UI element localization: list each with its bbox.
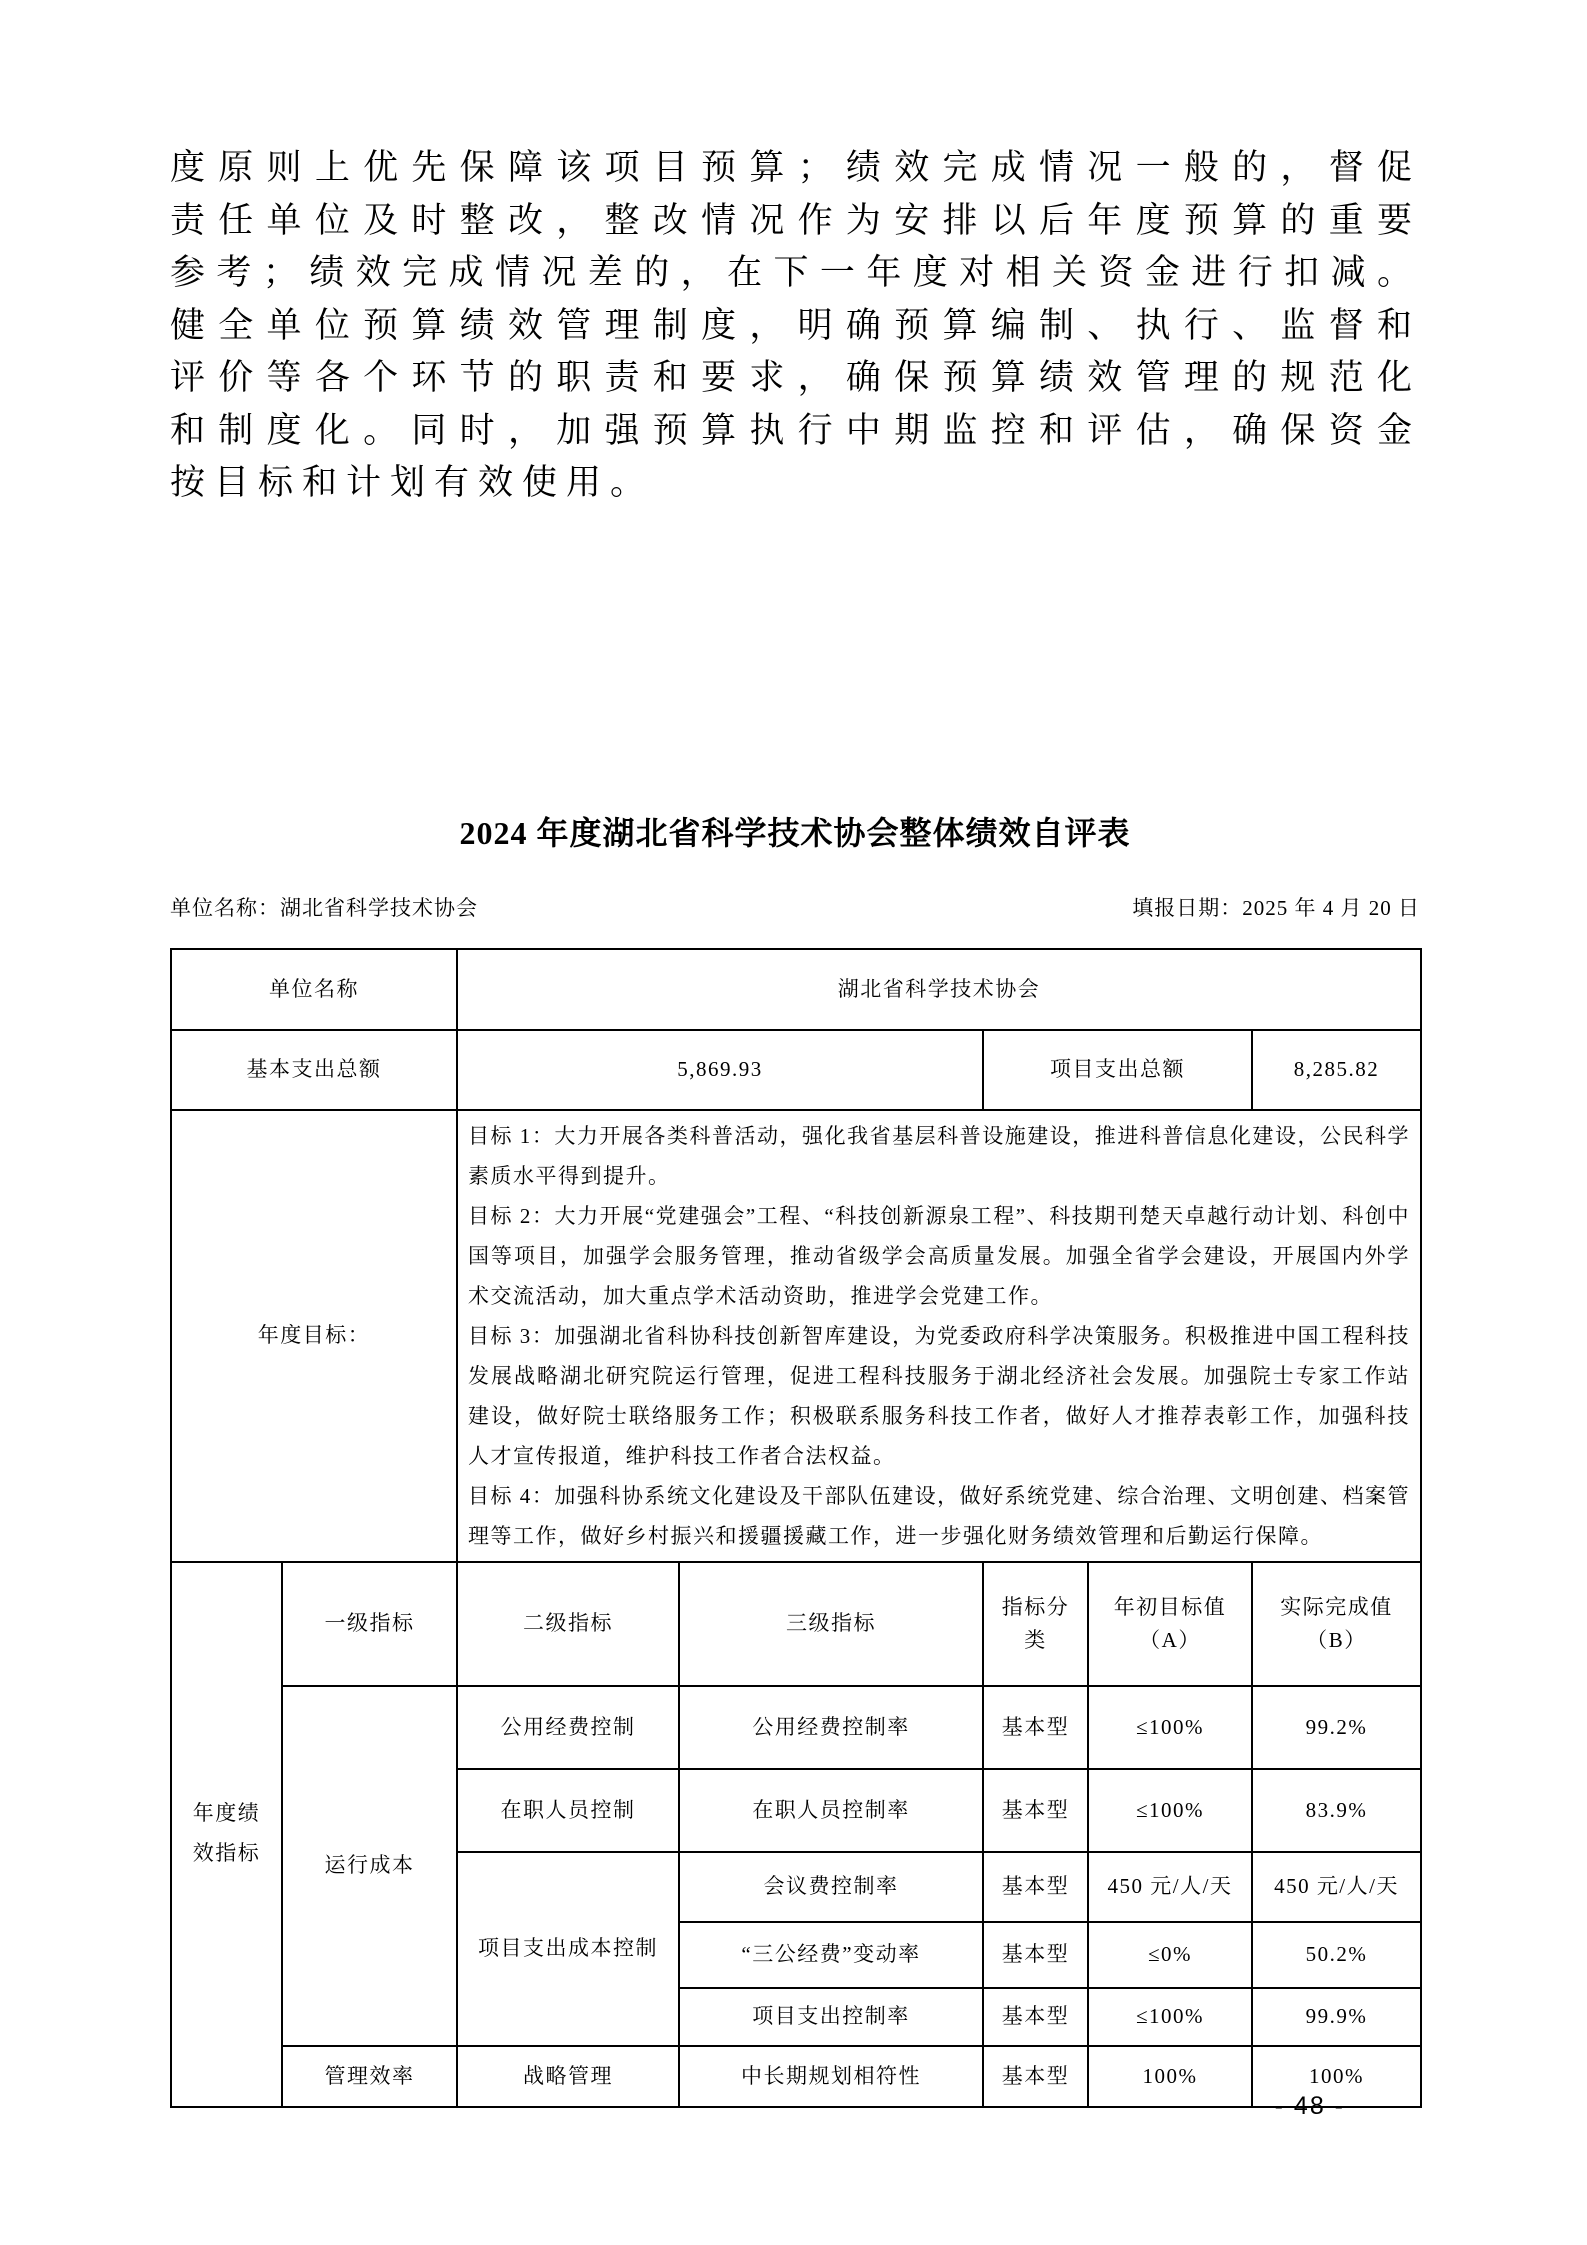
intro-line-2: 责任单位及时整改，整改情况作为安排以后年度预算的重要 [170,200,1420,240]
basic-expense-label-cell: 基本支出总额 [171,1030,457,1110]
table-row [171,949,1421,1030]
indicator-row [171,2046,1421,2107]
intro-line-7: 按目标和计划有效使用。 [170,463,655,502]
level3-cell: “三公经费”变动率 [679,1922,983,1988]
page-number: - 48 - [1274,2092,1345,2120]
indicator-row [171,1686,1421,1769]
category-cell: 基本型 [983,1686,1088,1769]
project-expense-label-cell: 项目支出总额 [983,1030,1252,1110]
target-cell: 100% [1088,2046,1252,2107]
actual-cell: 100% [1252,2046,1421,2107]
intro-line-6: 和制度化。同时，加强预算执行中期监控和评估，确保资金 [170,410,1420,450]
level3-cell: 会议费控制率 [679,1852,983,1922]
level1-management-efficiency-cell: 管理效率 [282,2046,457,2107]
actual-cell: 83.9% [1252,1769,1421,1852]
intro-paragraph [170,0,1420,510]
project-expense-value-cell: 8,285.82 [1252,1030,1421,1110]
page-content [170,0,1420,2108]
category-cell: 基本型 [983,2046,1088,2107]
unit-name-value-cell: 湖北省科学技术协会 [457,949,1421,1030]
target-cell: ≤100% [1088,1988,1252,2046]
header-category: 指标分类 [983,1562,1088,1686]
level2-project-cost-cell: 项目支出成本控制 [457,1852,679,2046]
annual-performance-indicator-label: 年度绩效指标 [192,1801,261,1865]
unit-name-header-cell: 单位名称 [171,949,457,1030]
goal-1: 目标 1：大力开展各类科普活动，强化我省基层科普设施建设，推进科普信息化建设，公民科学素质水平得到提升。 [468,1123,1411,1188]
intro-line-5: 评价等各个环节的职责和要求，确保预算绩效管理的规范化 [170,358,1420,397]
actual-cell: 50.2% [1252,1922,1421,1988]
target-cell: ≤100% [1088,1769,1252,1852]
indicator-header-row [171,1562,1421,1686]
annual-goal-text-cell [457,1110,1421,1562]
target-cell: ≤0% [1088,1922,1252,1988]
intro-line-3: 参考；绩效完成情况差的，在下一年度对相关资金进行扣减。 [170,253,1420,292]
annual-performance-indicator-cell [171,1562,282,2107]
basic-expense-value-cell: 5,869.93 [457,1030,983,1110]
level3-cell: 中长期规划相符性 [679,2046,983,2107]
goal-4: 目标 4：加强科协系统文化建设及干部队伍建设，做好系统党建、综合治理、文明创建、档案管理等工作，做好乡村振兴和援疆援藏工作，进一步强化财务绩效管理和后勤运行保障。 [468,1483,1411,1548]
header-actual: 实际完成值（B） [1252,1562,1421,1686]
intro-line-1: 度原则上优先保障该项目预算；绩效完成情况一般的，督促 [170,148,1420,187]
actual-cell: 99.2% [1252,1686,1421,1769]
target-cell: 450 元/人/天 [1088,1852,1252,1922]
header-level1: 一级指标 [282,1562,457,1686]
level2-cell: 公用经费控制 [457,1686,679,1769]
level3-cell: 公用经费控制率 [679,1686,983,1769]
fill-date-label: 填报日期：2025 年 4 月 20 日 [1132,895,1420,920]
level3-cell: 在职人员控制率 [679,1769,983,1852]
table-row [171,1030,1421,1110]
category-cell: 基本型 [983,1922,1088,1988]
report-title: 2024 年度湖北省科学技术协会整体绩效自评表 [459,814,1131,851]
actual-cell: 99.9% [1252,1988,1421,2046]
report-meta [170,892,1420,922]
header-target: 年初目标值（A） [1088,1562,1252,1686]
actual-cell: 450 元/人/天 [1252,1852,1421,1922]
category-cell: 基本型 [983,1988,1088,2046]
annual-goal-label-cell: 年度目标： [171,1110,457,1562]
header-level3: 三级指标 [679,1562,983,1686]
unit-name-label: 单位名称：湖北省科学技术协会 [170,895,478,920]
header-level2: 二级指标 [457,1562,679,1686]
level2-cell: 战略管理 [457,2046,679,2107]
level3-cell: 项目支出控制率 [679,1988,983,2046]
category-cell: 基本型 [983,1852,1088,1922]
category-cell: 基本型 [983,1769,1088,1852]
performance-table [170,948,1422,2108]
level2-cell: 在职人员控制 [457,1769,679,1852]
level1-operating-cost-cell: 运行成本 [282,1686,457,2046]
goal-3: 目标 3：加强湖北省科协科技创新智库建设，为党委政府科学决策服务。积极推进中国工程科技发展战略湖北研究院运行管理，促进工程科技服务于湖北经济社会发展。加强院士专家工作站建设，做好院士联络服务工作；积极联系服务科技工作者，做好人才推荐表彰工作，加强科技人才宣传报道，维护科技工作者合法权益。 [468,1323,1411,1468]
intro-line-4: 健全单位预算绩效管理制度，明确预算编制、执行、监督和 [170,305,1420,345]
table-row [171,1110,1421,1562]
goal-2: 目标 2：大力开展“党建强会”工程、“科技创新源泉工程”、科技期刊楚天卓越行动计划、科创中国等项目，加强学会服务管理，推动省级学会高质量发展。加强全省学会建设，开展国内外学术交流活动，加大重点学术活动资助，推进学会党建工作。 [468,1203,1411,1308]
target-cell: ≤100% [1088,1686,1252,1769]
